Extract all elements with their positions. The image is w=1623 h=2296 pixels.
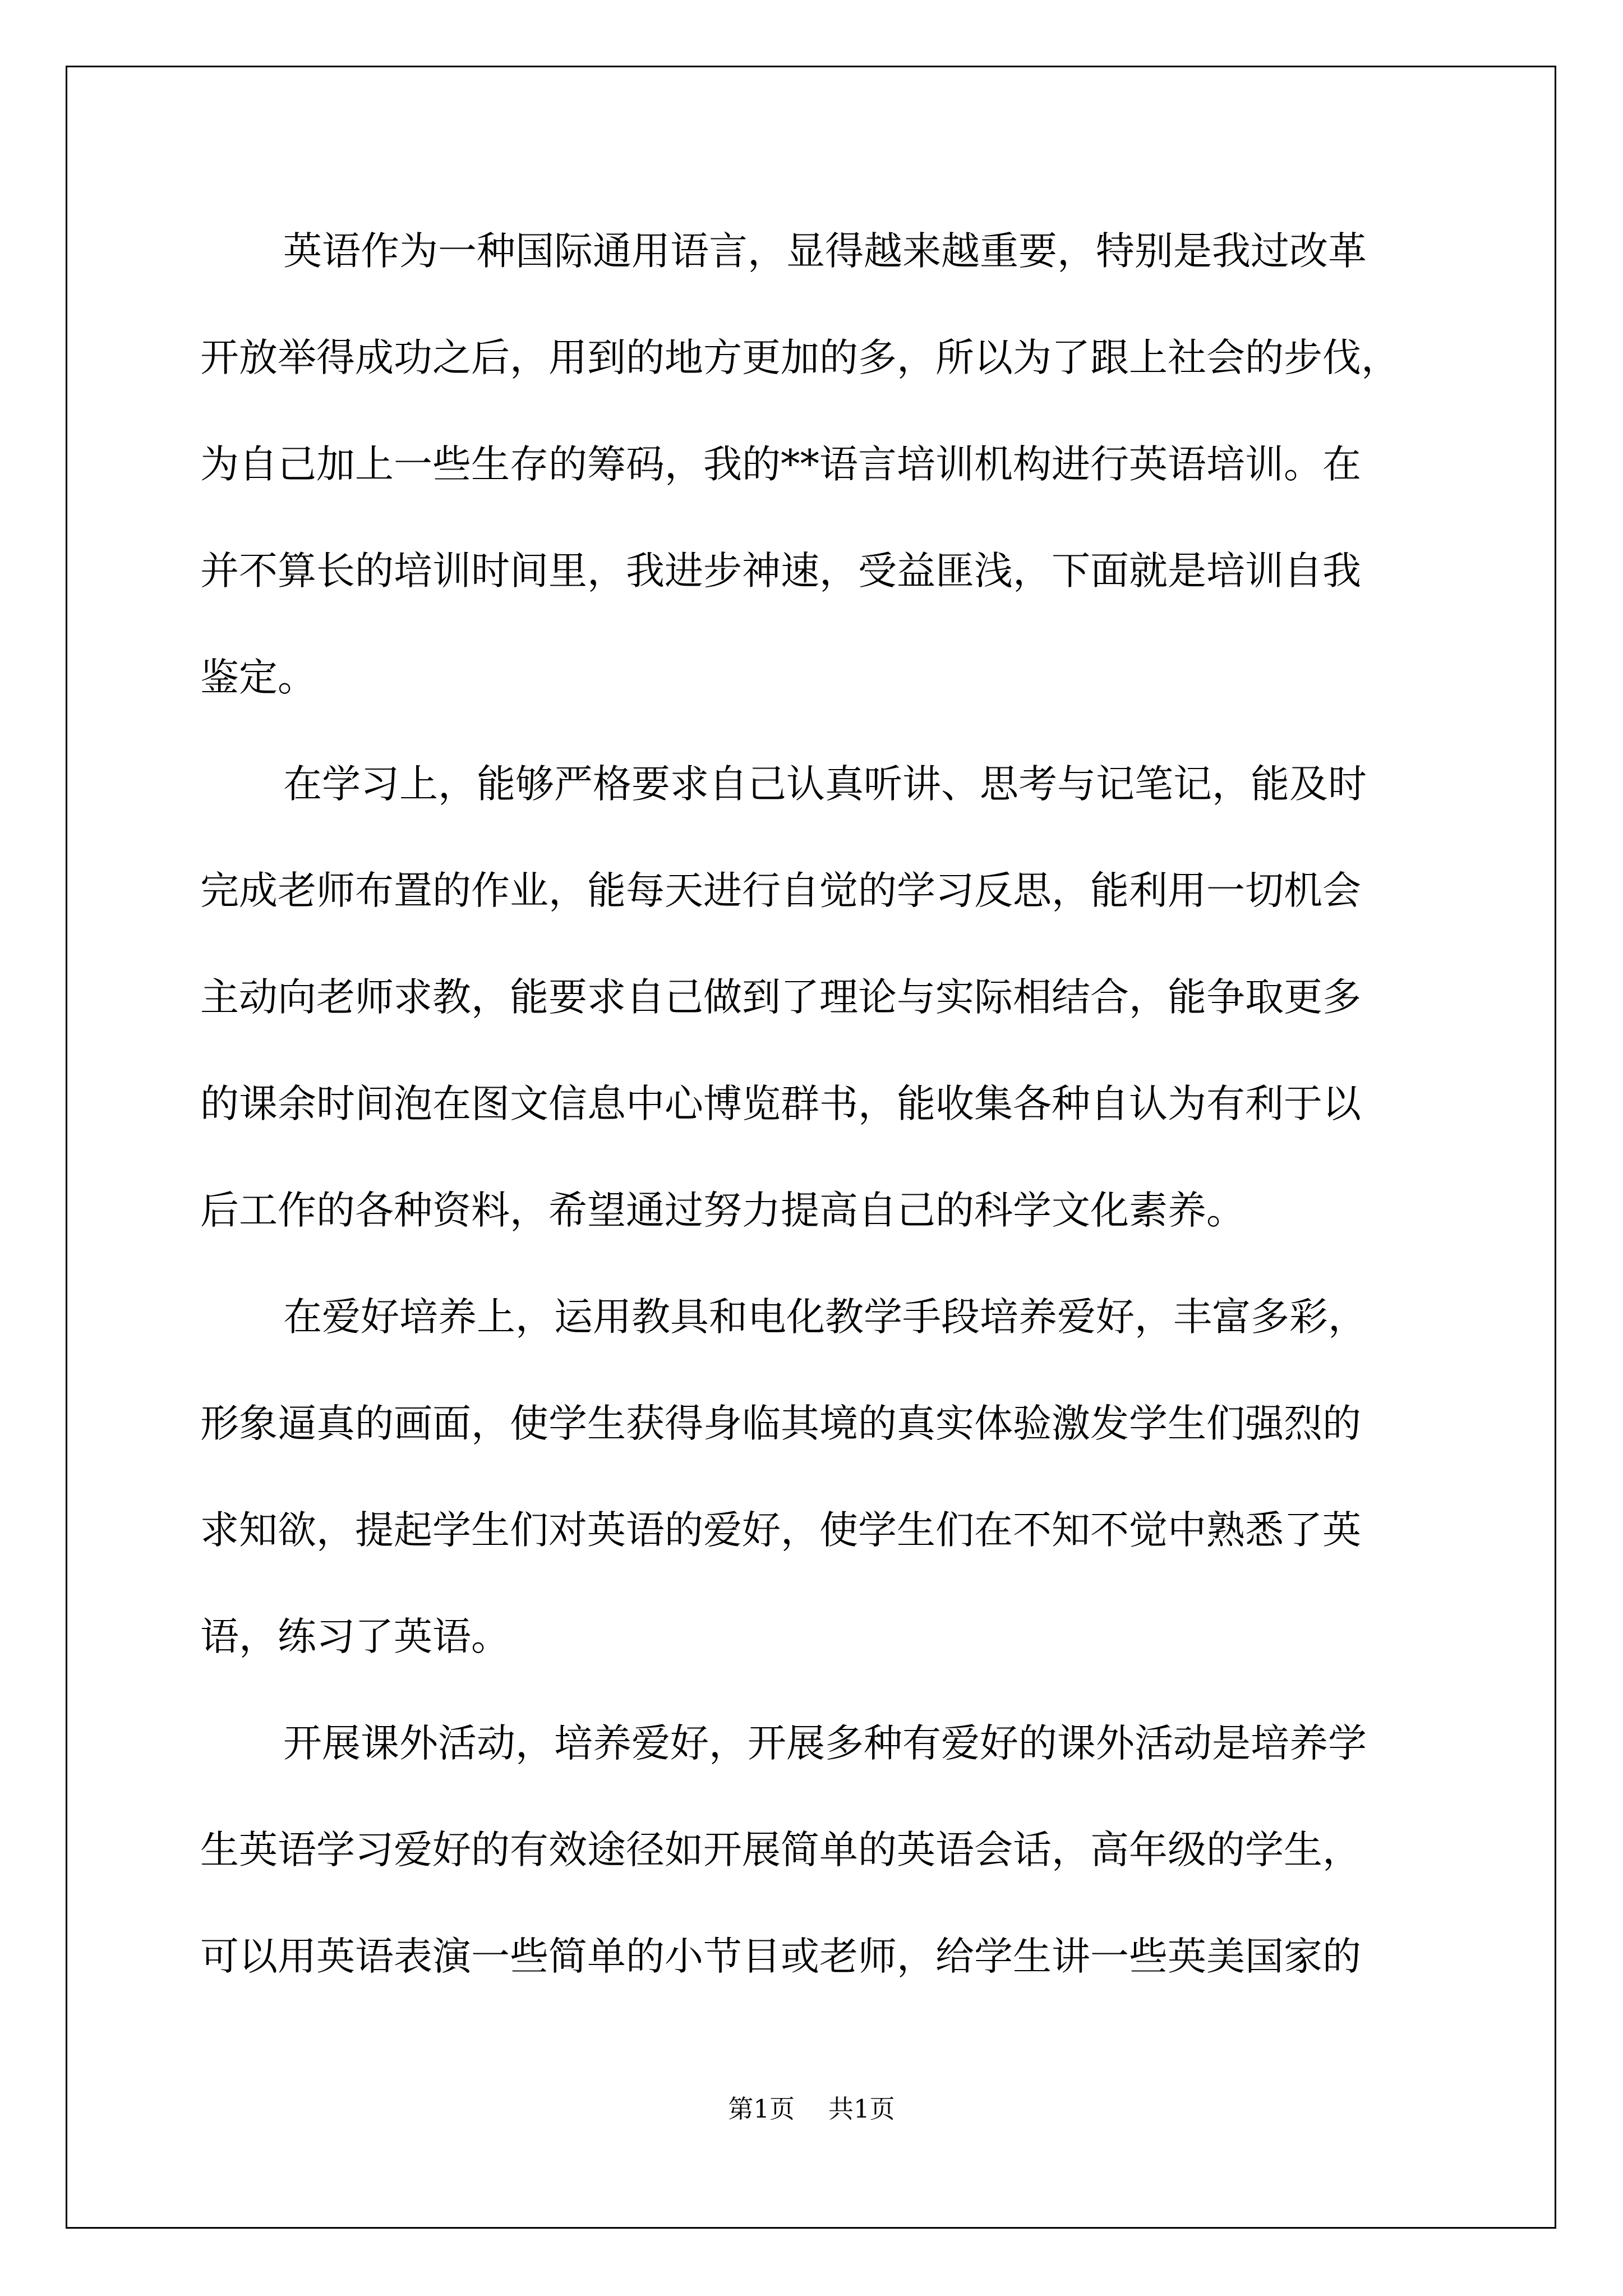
paragraph-line: 形象逼真的画面，使学生获得身临其境的真实体验激发学生们强烈的 <box>200 1401 1361 1446</box>
paragraph-line: 为自己加上一些生存的筹码，我的**语言培训机构进行英语培训。在 <box>200 442 1361 487</box>
page-total: 共1页 <box>828 2094 895 2124</box>
paragraph-line: 开放举得成功之后，用到的地方更加的多，所以为了跟上社会的步伐， <box>200 335 1400 380</box>
paragraph-line: 开展课外活动，培养爱好，开展多种有爱好的课外活动是培养学 <box>283 1721 1367 1766</box>
paragraph-line: 生英语学习爱好的有效途径如开展简单的英语会话，高年级的学生， <box>200 1828 1361 1872</box>
paragraph-line: 可以用英语表演一些简单的小节目或老师，给学生讲一些英美国家的 <box>200 1934 1361 1979</box>
paragraph-line: 在学习上，能够严格要求自己认真听讲、思考与记笔记，能及时 <box>283 762 1367 807</box>
paragraph-line: 的课余时间泡在图文信息中心博览群书，能收集各种自认为有利于以 <box>200 1082 1361 1126</box>
paragraph-line: 语，练习了英语。 <box>200 1614 510 1659</box>
paragraph-line: 完成老师布置的作业，能每天进行自觉的学习反思，能利用一切机会 <box>200 868 1361 913</box>
paragraph-line: 并不算长的培训时间里，我进步神速，受益匪浅，下面就是培训自我 <box>200 549 1361 593</box>
paragraph-line: 求知欲，提起学生们对英语的爱好，使学生们在不知不觉中熟悉了英 <box>200 1508 1361 1553</box>
page-footer <box>0 2092 1623 2126</box>
paragraph-line: 后工作的各种资料，希望通过努力提高自己的科学文化素养。 <box>200 1188 1245 1233</box>
page-border <box>66 66 1556 2229</box>
page-number: 第1页 <box>728 2094 795 2124</box>
paragraph-line: 在爱好培养上，运用教具和电化教学手段培养爱好，丰富多彩， <box>283 1295 1367 1340</box>
paragraph-line: 英语作为一种国际通用语言，显得越来越重要，特别是我过改革 <box>283 229 1367 274</box>
paragraph-line: 鉴定。 <box>200 655 316 700</box>
paragraph-line: 主动向老师求教，能要求自己做到了理论与实际相结合，能争取更多 <box>200 975 1361 1020</box>
